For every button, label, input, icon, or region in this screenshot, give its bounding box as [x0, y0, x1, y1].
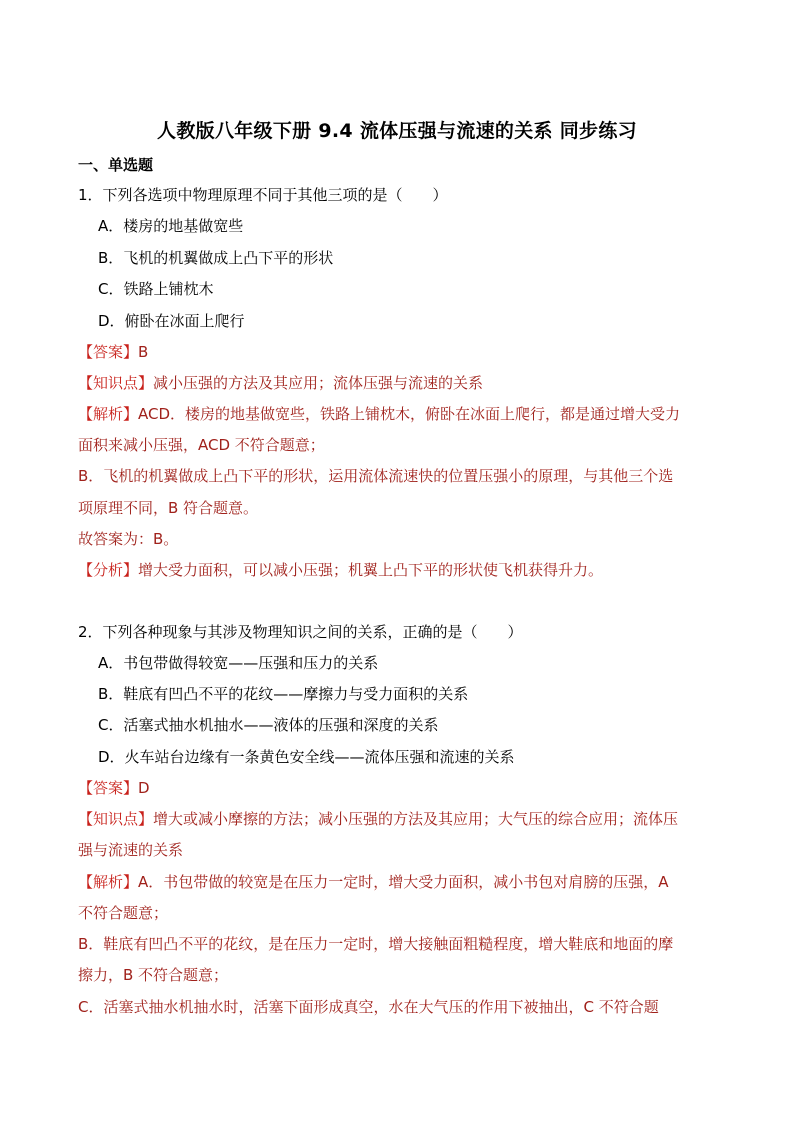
question-1-analysis — [78, 404, 718, 424]
question-2-option-c: C．活塞式抽水机抽水——液体的压强和深度的关系 — [98, 716, 439, 734]
question-1-option-c: C．铁路上铺枕木 — [98, 280, 214, 298]
knowledge-point-text: 减小压强的方法及其应用；流体压强与流速的关系 — [153, 374, 484, 392]
question-2-analysis-line-4: 擦力，B 不符合题意； — [78, 966, 229, 984]
question-2-option-b: B．鞋底有凹凸不平的花纹——摩擦力与受力面积的关系 — [98, 685, 469, 703]
question-2-knowledge-point-line-2: 强与流速的关系 — [78, 841, 184, 859]
question-2-stem: 2．下列各种现象与其涉及物理知识之间的关系，正确的是（ ） — [78, 623, 523, 641]
question-1-analysis-line-3: B．飞机的机翼做成上凸下平的形状，运用流体流速快的位置压强小的原理，与其他三个选 — [78, 467, 674, 485]
question-2-analysis — [78, 872, 718, 892]
analysis-tag: 【解析】 — [78, 873, 139, 891]
summary-tag: 【分析】 — [78, 561, 139, 579]
question-2-knowledge-point — [78, 809, 718, 829]
question-2-analysis-line-3: B．鞋底有凹凸不平的花纹，是在压力一定时，增大接触面粗糙程度，增大鞋底和地面的摩 — [78, 935, 674, 953]
question-1-stem: 1．下列各选项中物理原理不同于其他三项的是（ ） — [78, 186, 448, 204]
knowledge-point-tag: 【知识点】 — [78, 810, 154, 828]
analysis-tag: 【解析】 — [78, 405, 139, 423]
question-1-knowledge-point — [78, 373, 718, 393]
question-1-option-a: A．楼房的地基做宽些 — [98, 217, 244, 235]
question-1-summary — [78, 560, 718, 580]
question-1-analysis-line-5: 故答案为：B。 — [78, 530, 179, 548]
question-1-answer — [78, 342, 718, 362]
answer-value: B — [138, 343, 149, 361]
knowledge-point-text: 增大或减小摩擦的方法；减小压强的方法及其应用；大气压的综合应用；流体压 — [153, 810, 679, 828]
question-1-option-b: B．飞机的机翼做成上凸下平的形状 — [98, 249, 334, 267]
question-1-option-d: D．俯卧在冰面上爬行 — [98, 312, 245, 330]
answer-tag: 【答案】 — [78, 779, 139, 797]
knowledge-point-tag: 【知识点】 — [78, 374, 154, 392]
answer-value: D — [138, 779, 150, 797]
question-1-analysis-line-2: 面积来减小压强，ACD 不符合题意； — [78, 436, 325, 454]
document-title: 人教版八年级下册 9.4 流体压强与流速的关系 同步练习 — [157, 120, 637, 142]
summary-text: 增大受力面积，可以减小压强；机翼上凸下平的形状使飞机获得升力。 — [138, 561, 604, 579]
question-2-option-a: A．书包带做得较宽——压强和压力的关系 — [98, 654, 379, 672]
answer-tag: 【答案】 — [78, 343, 139, 361]
analysis-text: ACD．楼房的地基做宽些，铁路上铺枕木，俯卧在冰面上爬行，都是通过增大受力 — [138, 405, 681, 423]
question-2-answer — [78, 778, 718, 798]
question-2-analysis-line-2: 不符合题意； — [78, 904, 169, 922]
question-2-analysis-line-5: C．活塞式抽水机抽水时，活塞下面形成真空，水在大气压的作用下被抽出，C 不符合题 — [78, 998, 659, 1016]
section-heading: 一、单选题 — [78, 156, 154, 174]
question-1-analysis-line-4: 项原理不同，B 符合题意。 — [78, 499, 259, 517]
question-2-option-d: D．火车站台边缘有一条黄色安全线——流体压强和流速的关系 — [98, 748, 515, 766]
analysis-text: A．书包带做的较宽是在压力一定时，增大受力面积，减小书包对肩膀的压强，A — [138, 873, 669, 891]
